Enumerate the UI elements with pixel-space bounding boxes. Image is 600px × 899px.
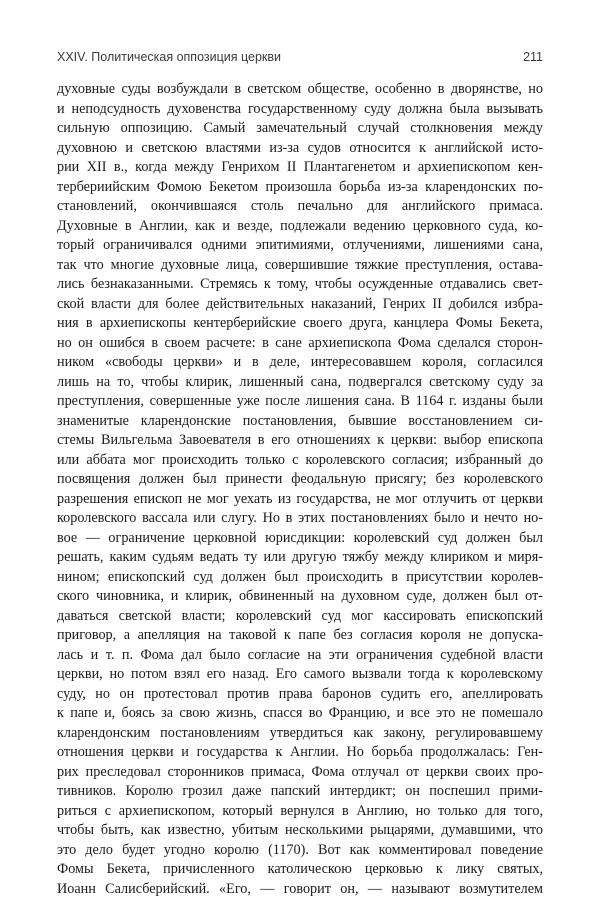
text-line: или аббата мог происходить только с королевского согласия; избранный до bbox=[57, 451, 543, 471]
text-line: Иоанн Салисберийский. «Его, — говорит он, — называют возмутителем bbox=[57, 880, 543, 899]
text-line: королевского вассала или слугу. Но в этих постановлениях было и нечто но- bbox=[57, 509, 543, 529]
text-line: лишь на то, чтобы клирик, лишенный сана, подвергался светскому суду за bbox=[57, 373, 543, 393]
text-line: ния в архиепископы кентерберийские своего друга, канцлера Фомы Бекета, bbox=[57, 314, 543, 334]
text-line: даваться светской власти; королевский суд мог кассировать епископский bbox=[57, 607, 543, 627]
text-line: посвящения должен был принести феодальную присягу; без королевского bbox=[57, 470, 543, 490]
text-line: отношения церкви и государства к Англии. Но борьба продолжалась: Ген- bbox=[57, 743, 543, 763]
text-line: стемы Вильгельма Завоевателя в его отношениях к церкви: выбор епископа bbox=[57, 431, 543, 451]
text-line: ского чиновника, и клирик, обвиненный на духовном суде, должен был от- bbox=[57, 587, 543, 607]
text-line: церкви, но потом взял его назад. Его самого вызвали тогда к королевскому bbox=[57, 665, 543, 685]
text-line: решать, каким судьям ведать ту или другую тяжбу между клириком и миря- bbox=[57, 548, 543, 568]
text-line: сильную оппозицию. Самый замечательный случай столкновения между bbox=[57, 119, 543, 139]
text-line: лась и т. п. Фома дал было согласие на эти ограничения судебной власти bbox=[57, 646, 543, 666]
text-line: так что многие духовные лица, совершившие тяжкие преступления, остава- bbox=[57, 256, 543, 276]
text-line: разрешения епископ не мог уехать из государства, не мог отлучить от церкви bbox=[57, 490, 543, 510]
text-line: и неподсудность духовенства государственному суду должна была вызывать bbox=[57, 100, 543, 120]
text-line: это дело будет угодно королю (1170). Вот как комментировал поведение bbox=[57, 841, 543, 861]
chapter-title: XXIV. Политическая оппозиция церкви bbox=[57, 50, 281, 64]
text-line: кларендонским постановлениям утвердиться как закону, регулировавшему bbox=[57, 724, 543, 744]
text-line: тербериийским Фомою Бекетом произошла борьба из-за кларендонских по- bbox=[57, 178, 543, 198]
text-line: чтобы быть, как известно, убитым несколькими рыцарями, думавшими, что bbox=[57, 821, 543, 841]
page-number: 211 bbox=[523, 50, 543, 64]
text-line: вое — ограничение церковной юрисдикции: королевский суд должен был bbox=[57, 529, 543, 549]
text-line: рии XII в., когда между Генрихом II Плантагенетом и архиепископом кен- bbox=[57, 158, 543, 178]
running-header bbox=[57, 50, 543, 68]
text-line: к папе и, боясь за свою жизнь, спасся во Францию, и все это не помешало bbox=[57, 704, 543, 724]
text-line: приговор, а апелляция на таковой к папе без согласия короля не допуска- bbox=[57, 626, 543, 646]
text-line: становлений, окончившаяся столь печально для английского примаса. bbox=[57, 197, 543, 217]
text-line: Духовные в Англии, как и везде, подлежали ведению церковного суда, ко- bbox=[57, 217, 543, 237]
text-line: преступления, совершенные уже после лишения сана. В 1164 г. изданы были bbox=[57, 392, 543, 412]
text-line: лись безнаказанными. Стремясь к тому, чтобы осужденные отдавались свет- bbox=[57, 275, 543, 295]
text-line: Фомы Бекета, причисленного католическою церковью к лику святых, bbox=[57, 860, 543, 880]
text-line: тивников. Королю грозил даже папский интердикт; он поспешил прими- bbox=[57, 782, 543, 802]
text-line: рих преследовал сторонников примаса, Фома отлучал от церкви своих про- bbox=[57, 763, 543, 783]
text-line: но он ошибся в своем расчете: в сане архиепископа Фома сделался сторон- bbox=[57, 334, 543, 354]
text-line: торый ограничивался одними эпитимиями, отлучениями, лишениями сана, bbox=[57, 236, 543, 256]
text-line: суду, но он протестовал против права баронов судить его, апеллировать bbox=[57, 685, 543, 705]
text-line: нином; епископский суд должен был происходить в присутствии королев- bbox=[57, 568, 543, 588]
text-line: риться с архиепископом, который вернулся в Англию, но только для того, bbox=[57, 802, 543, 822]
text-line: духовною и светскою властями из-за судов относится к английской исто- bbox=[57, 139, 543, 159]
text-line: знаменитые кларендонские постановления, бывшие восстановлением си- bbox=[57, 412, 543, 432]
text-line: духовные суды возбуждали в светском обществе, особенно в дворянстве, но bbox=[57, 80, 543, 100]
body-text bbox=[57, 80, 543, 899]
text-line: ником «свободы церкви» и в деле, интересовавшем короля, согласился bbox=[57, 353, 543, 373]
text-line: ской власти для более действительных наказаний, Генрих II добился избра- bbox=[57, 295, 543, 315]
